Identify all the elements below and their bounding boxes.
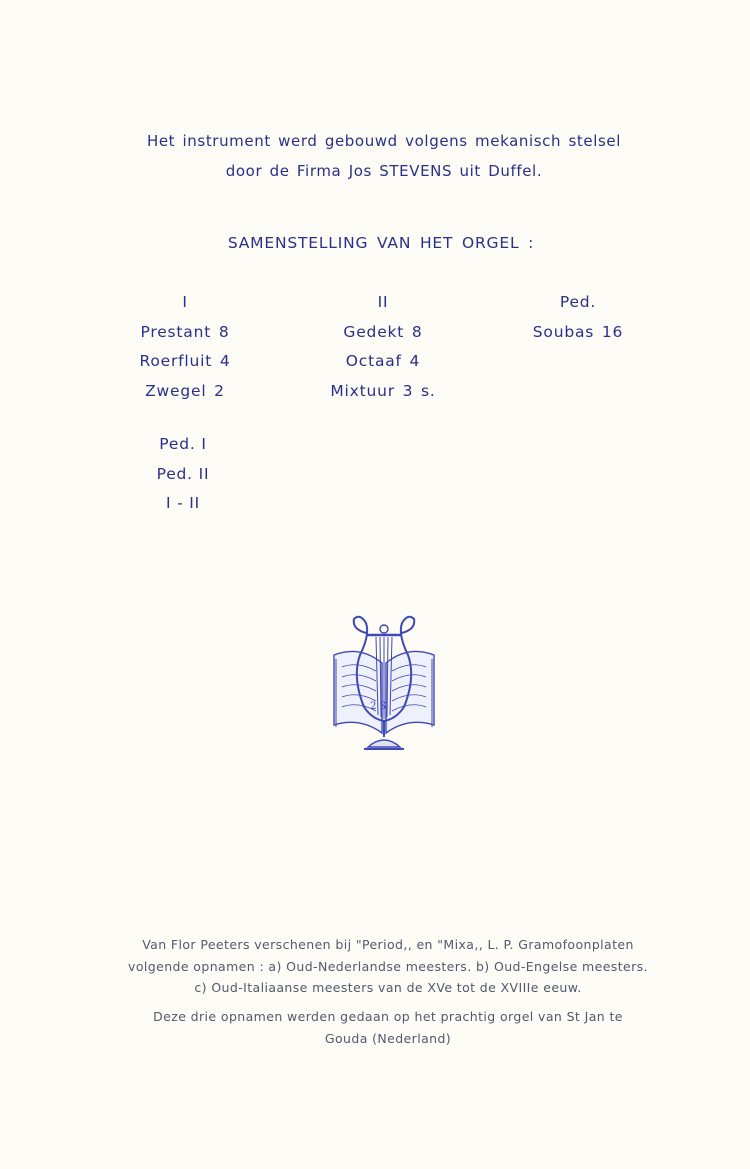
coupler-item: Ped. I: [159, 435, 207, 453]
lyre-with-open-book-icon: [330, 615, 438, 760]
coupler-item: I - II: [166, 494, 200, 512]
footer-note-2: [0, 1006, 750, 1049]
footer-line-3: c) Oud-Italiaanse meesters van de XVe tot de XVIIIe eeuw.: [194, 980, 582, 995]
footer-line-1: Van Flor Peeters verschenen bij "Period,, en "Mixa,, L. P. Gramofoonplaten: [142, 937, 634, 952]
manual-ii-column: [283, 288, 483, 406]
intro-line-2: door de Firma Jos STEVENS uit Duffel.: [225, 162, 543, 180]
intro-line-1: Het instrument werd gebouwd volgens mekanisch stelsel: [146, 132, 622, 150]
couplers-list: [83, 430, 283, 519]
coupler-item: Ped. II: [156, 464, 210, 483]
pedal-label: Ped.: [559, 293, 597, 311]
footer-note: [0, 934, 750, 999]
emblem-monogram: 2 S: [370, 701, 387, 712]
stop-item: Octaaf 4: [345, 352, 421, 370]
footer-line-4: Deze drie opnamen werden gedaan op het prachtig orgel van St Jan te: [153, 1009, 623, 1024]
stop-item: Zwegel 2: [145, 381, 225, 400]
intro-text: [0, 126, 750, 186]
section-heading: SAMENSTELLING VAN HET ORGEL :: [227, 234, 535, 252]
stop-item: Roerfluit 4: [139, 352, 231, 370]
footer-line-5: Gouda (Nederland): [324, 1030, 452, 1046]
footer-line-2: volgende opnamen : a) Oud-Nederlandse meesters. b) Oud-Engelse meesters.: [128, 958, 648, 974]
manual-ii-label: II: [377, 293, 389, 311]
manual-i-label: I: [182, 293, 188, 311]
manual-i-column: [85, 288, 285, 406]
stop-item: Mixtuur 3 s.: [330, 381, 436, 400]
pedal-column: [478, 288, 678, 347]
stop-item: Soubas 16: [532, 322, 624, 341]
stop-item: Prestant 8: [140, 322, 230, 341]
stop-item: Gedekt 8: [343, 322, 423, 341]
